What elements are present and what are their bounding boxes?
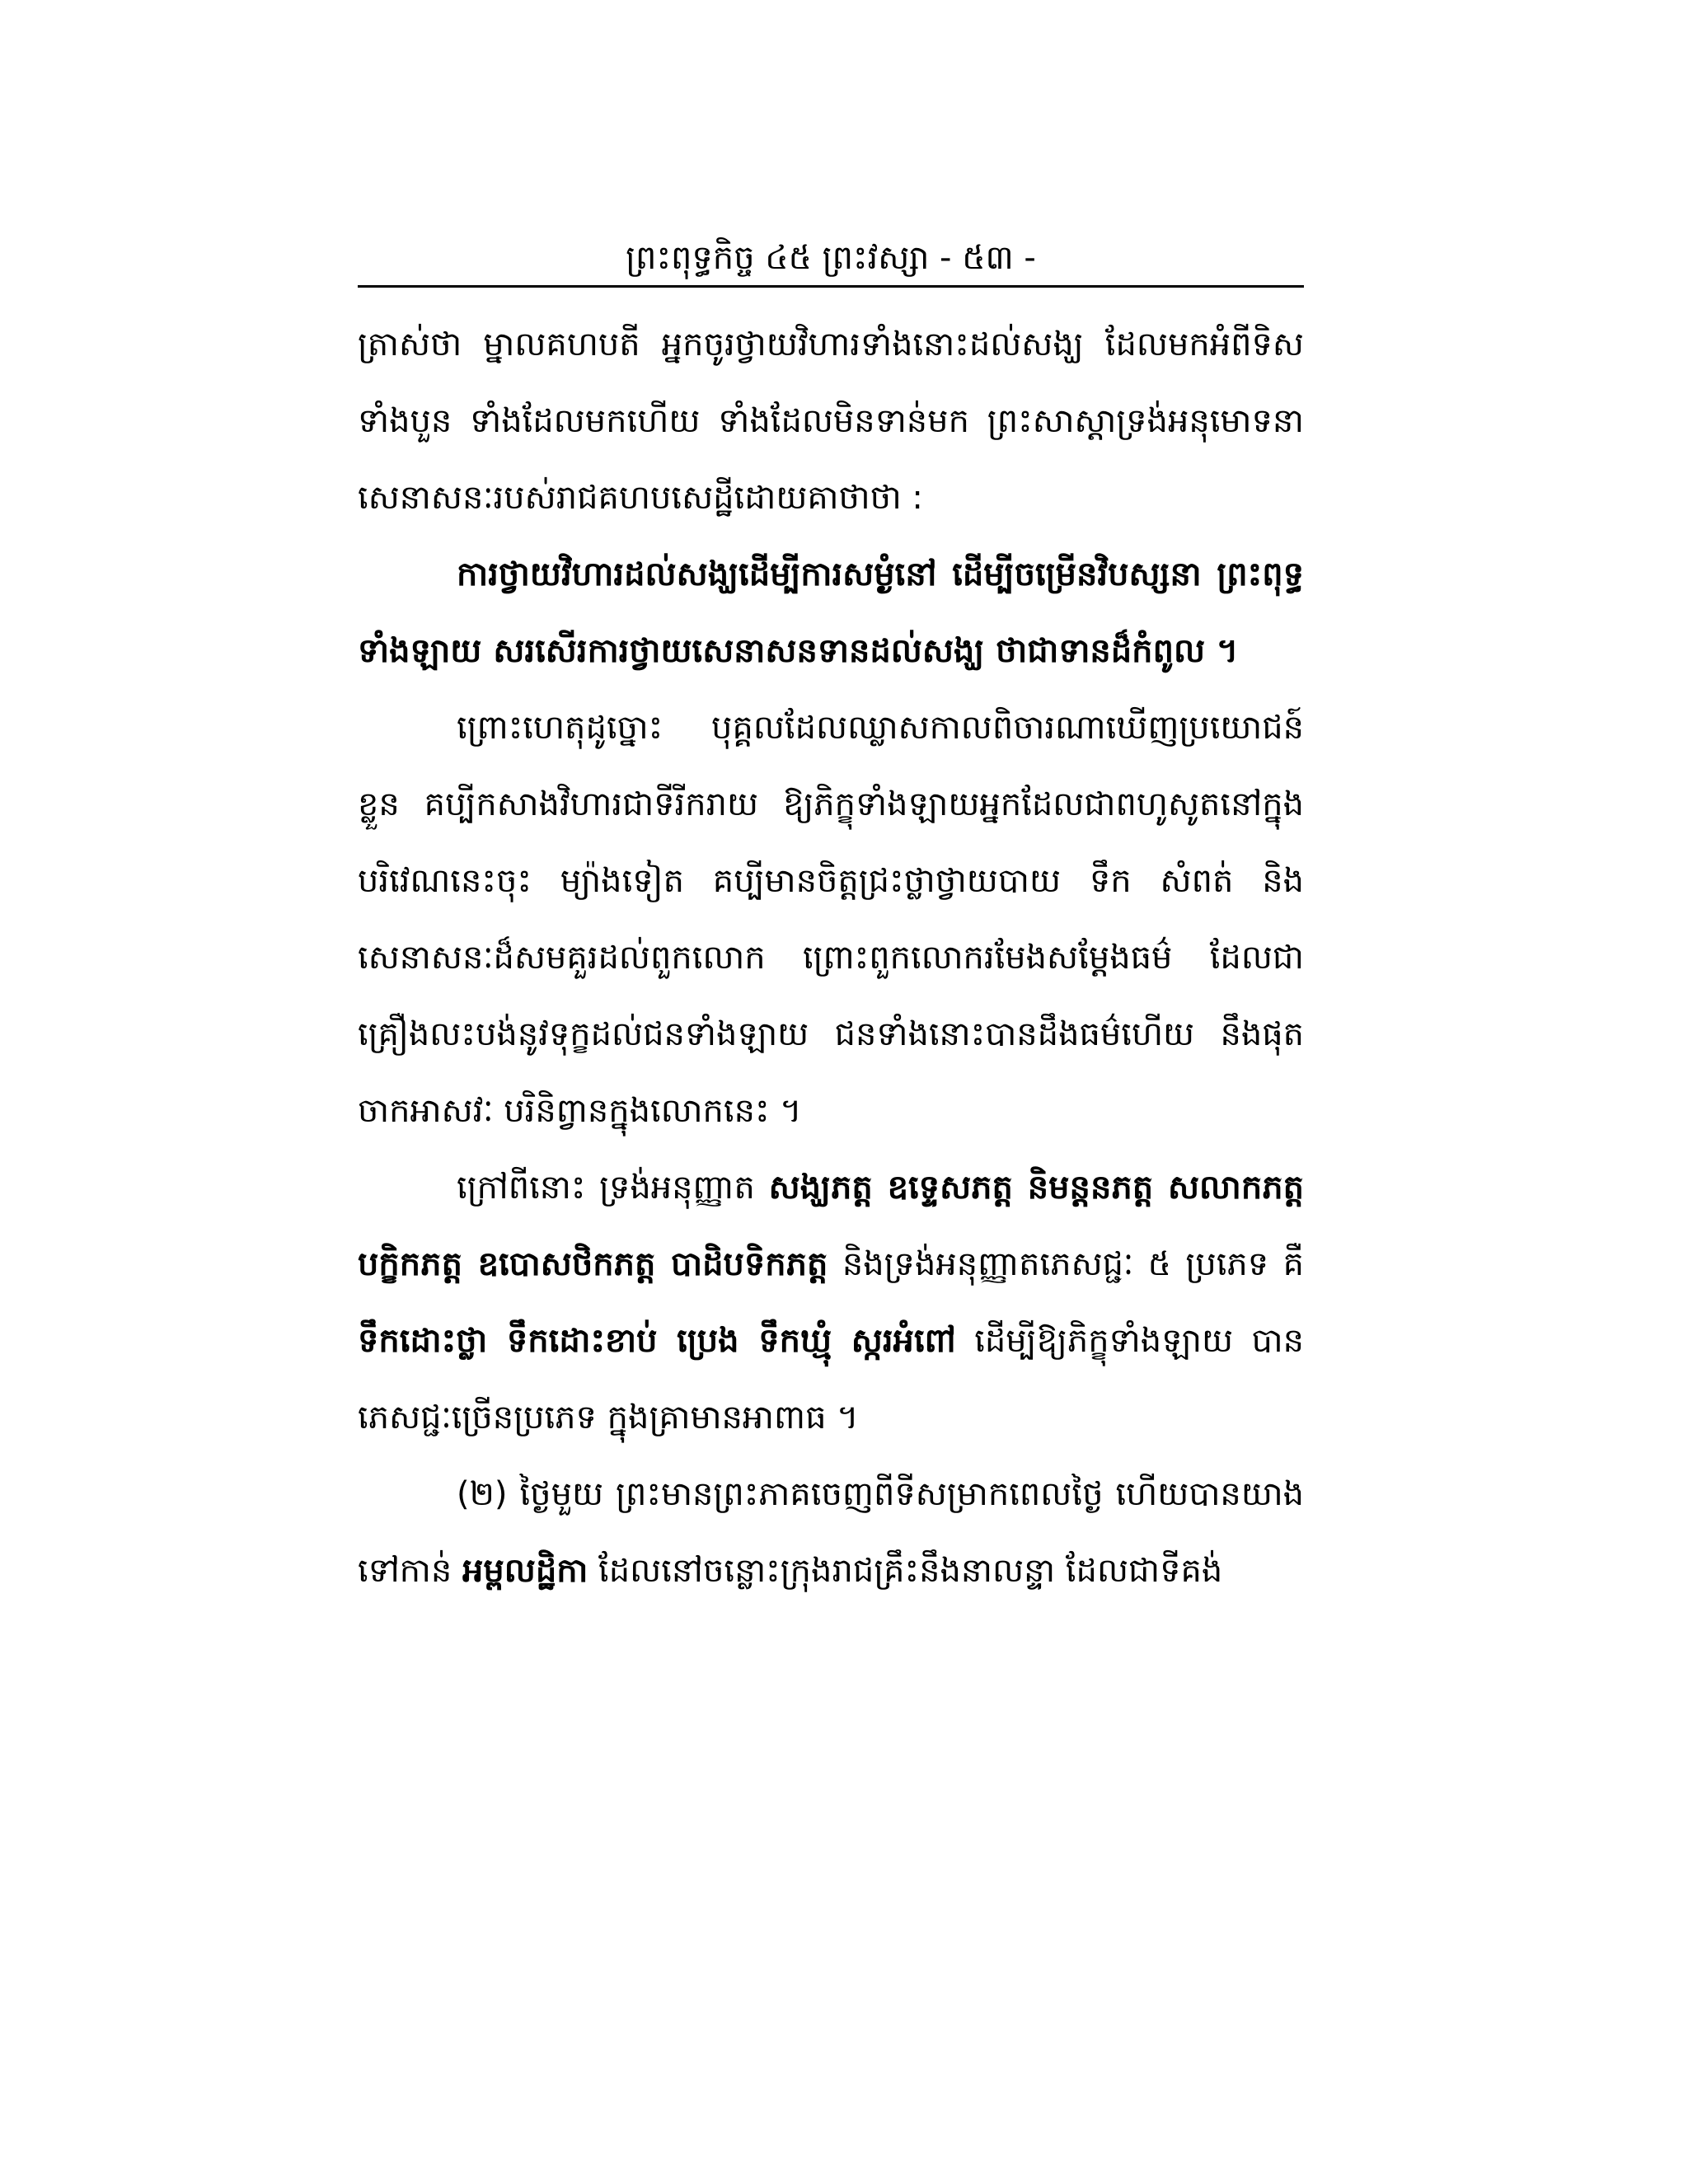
paragraph-5-end: ដែលនៅចន្លោះក្រុងរាជគ្រឹះនឹងនាលន្ទា ដែលជាទីគង់ <box>588 1552 1223 1590</box>
body-text <box>358 307 1304 1666</box>
header-rule <box>358 285 1304 288</box>
meal-types-list: សង្ឃភត្ត ឧទ្ទេសភត្ត និមន្តនភត្ត សលាកភត្ត បក្ខិកភត្ត ឧបោសថិកភត្ត បាដិបទិកភត្ត <box>358 1169 1304 1283</box>
paragraph-4 <box>358 1150 1304 1456</box>
paragraph-5 <box>358 1456 1304 1610</box>
paragraph-4-middle: និងទ្រង់អនុញ្ញាតភេសជ្ជៈ ៥ ប្រភេទ គឺ <box>828 1245 1304 1283</box>
paragraph-1: ត្រាស់ថា ម្នាលគហបតី អ្នកចូរថ្វាយវិហារទាំងនោះដល់សង្ឃ ដែលមកអំពីទិសទាំងបួន ទាំងដែលមកហើយ ទាំងដែលមិនទាន់មក ព្រះសាស្ដាទ្រង់អនុមោទនាសេនាសនៈរបស់រាជគហបសេដ្ឋីដោយគាថាថា : <box>358 326 1304 517</box>
running-head: ព្រះពុទ្ធកិច្ច ៤៥ ព្រះវស្សា - ៥៣ - <box>626 239 1036 277</box>
paragraph-4-end: ដើម្បីឱ្យភិក្ខុទាំងឡាយ បានភេសជ្ជៈច្រើនប្រភេទ ក្នុងគ្រាមានអាពាធ ។ <box>358 1322 1304 1436</box>
paragraph-2-verse: ការថ្វាយវិហារដល់សង្ឃដើម្បីការសម្ងំនៅ ដើម្បីចម្រើនវិបស្សនា ព្រះពុទ្ធទាំងឡាយ សរសើរការថ្វាយសេនាសនទានដល់សង្ឃ ថាជាទានដ៏កំពូល ។ <box>358 555 1304 670</box>
paragraph-3: ព្រោះហេតុដូច្នោះ បុគ្គលដែលឈ្លាសកាលពិចារណាឃើញប្រយោជន៍ខ្លួន គប្បីកសាងវិហារជាទីរីករាយ ឱ្យភិក្ខុទាំងឡាយអ្នកដែលជាពហូសូតនៅក្នុងបរិវេណនេះចុះ ម្យ៉ាងទៀត គប្បីមានចិត្តជ្រះថ្លាថ្វាយបាយ ទឹក សំពត់ និងសេនាសនៈដ៏សមគួរដល់ពួកលោក ព្រោះពួកលោករមែងសម្ដែងធម៌ ដែលជាគ្រឿងលះបង់នូវទុក្ខដល់ជនទាំងឡាយ ជនទាំងនោះបានដឹងធម៌ហើយ នឹងផុតចាកអាសវៈ បរិនិព្វានក្នុងលោកនេះ ។ <box>358 709 1304 1130</box>
medicine-types-list: ទឹកដោះថ្លា ទឹកដោះខាប់ ប្រេង ទឹកឃ្មុំ ស្ករអំពៅ <box>358 1322 956 1360</box>
paragraph-4-intro: ក្រៅពីនោះ ទ្រង់អនុញ្ញាត <box>457 1169 769 1207</box>
place-name: អម្ពលដ្ឋិកា <box>462 1552 588 1590</box>
paragraph-5-intro: (២) ថ្ងៃមួយ ព្រះមានព្រះភាគចេញពីទីសម្រាកពេលថ្ងៃ ហើយបានយាងទៅកាន់ <box>358 1475 1304 1590</box>
